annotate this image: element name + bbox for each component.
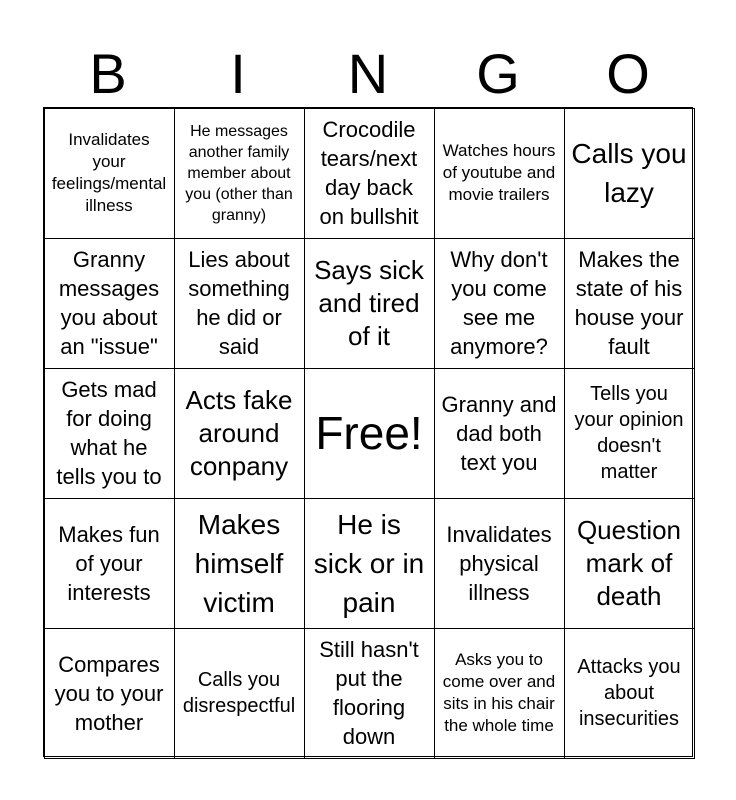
cell-text: Makes the state of his house your fault: [574, 247, 684, 359]
bingo-cell[interactable]: [174, 368, 305, 499]
cell-text: Gets mad for doing what he tells you to: [56, 377, 162, 489]
bingo-cell[interactable]: [44, 628, 175, 759]
bingo-cell[interactable]: [564, 498, 695, 629]
header-letter-b: B: [89, 42, 127, 105]
header-letter-n: N: [347, 42, 389, 105]
bingo-cell[interactable]: [434, 238, 565, 369]
cell-text: Tells you your opinion doesn't matter: [574, 383, 684, 483]
bingo-cell[interactable]: [564, 368, 695, 499]
cell-text: Acts fake around conpany: [185, 384, 293, 481]
free-space-label: Free!: [315, 407, 423, 459]
header-letter-o: O: [606, 42, 650, 105]
cell-text: Granny and dad both text you: [441, 391, 557, 475]
bingo-cell[interactable]: [44, 498, 175, 629]
bingo-cell[interactable]: [174, 238, 305, 369]
bingo-cell[interactable]: [44, 108, 175, 239]
cell-text: Granny messages you about an "issue": [58, 247, 160, 359]
bingo-cell[interactable]: [174, 498, 305, 629]
bingo-cell[interactable]: [304, 498, 435, 629]
cell-text: Asks you to come over and sits in his chair the whole time: [442, 650, 556, 735]
cell-text: Attacks you about insecurities: [577, 656, 681, 730]
cell-text: Crocodile tears/next day back on bullshit: [319, 117, 419, 229]
bingo-cell[interactable]: [44, 238, 175, 369]
cell-text: Invalidates your feelings/mental illness: [51, 130, 167, 215]
cell-text: He messages another family member about you (other than granny): [185, 122, 293, 224]
cell-text: Says sick and tired of it: [314, 254, 424, 351]
bingo-cell[interactable]: [174, 628, 305, 759]
bingo-header: [43, 40, 693, 108]
header-letter-g: G: [476, 42, 520, 105]
bingo-cell[interactable]: [304, 238, 435, 369]
bingo-cell[interactable]: [44, 368, 175, 499]
cell-text: Question mark of death: [576, 514, 682, 611]
header-letter-i: I: [230, 42, 246, 105]
bingo-cell[interactable]: [434, 368, 565, 499]
free-space[interactable]: [304, 368, 435, 499]
cell-text: Calls you disrespectful: [182, 669, 296, 717]
bingo-cell[interactable]: [564, 628, 695, 759]
cell-text: Watches hours of youtube and movie trailers: [442, 141, 556, 204]
bingo-cell[interactable]: [304, 108, 435, 239]
bingo-cell[interactable]: [564, 238, 695, 369]
cell-text: Still hasn't put the flooring down: [319, 637, 419, 749]
bingo-cell[interactable]: [434, 498, 565, 629]
cell-text: He is sick or in pain: [313, 508, 425, 618]
cell-text: Calls you lazy: [571, 138, 687, 208]
cell-text: Lies about something he did or said: [188, 247, 290, 359]
cell-text: Makes himself victim: [194, 508, 284, 618]
bingo-grid: [43, 107, 693, 757]
bingo-cell[interactable]: [174, 108, 305, 239]
cell-text: Makes fun of your interests: [58, 521, 160, 605]
bingo-cell[interactable]: [434, 628, 565, 759]
cell-text: Compares you to your mother: [54, 651, 164, 735]
bingo-cell[interactable]: [564, 108, 695, 239]
bingo-cell[interactable]: [304, 628, 435, 759]
cell-text: Why don't you come see me anymore?: [450, 247, 548, 359]
bingo-cell[interactable]: [434, 108, 565, 239]
cell-text: Invalidates physical illness: [446, 521, 552, 605]
